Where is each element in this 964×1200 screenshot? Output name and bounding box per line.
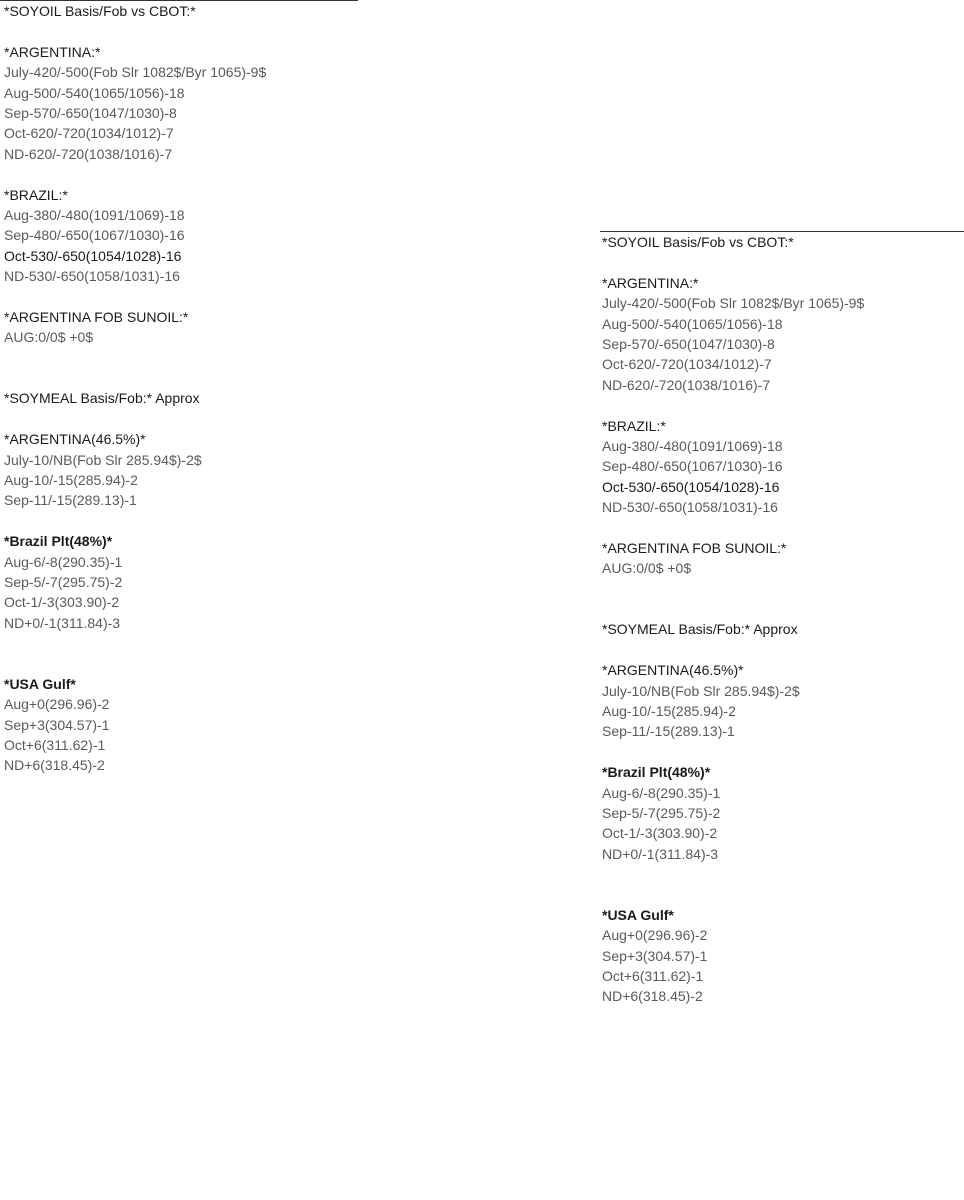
quote-line: July-420/-500(Fob Slr 1082$/Byr 1065)-9$ — [4, 64, 267, 81]
quote-line: ND+0/-1(311.84)-3 — [4, 614, 121, 631]
soymeal-title: *SOYMEAL Basis/Fob:* Approx — [4, 390, 200, 407]
quote-line: Aug-500/-540(1065/1056)-18 — [602, 315, 783, 332]
quote-line: Sep-480/-650(1067/1030)-16 — [4, 227, 185, 244]
quote-line: Aug-6/-8(290.35)-1 — [602, 784, 721, 801]
soyoil-title: *SOYOIL Basis/Fob vs CBOT:* — [4, 3, 196, 19]
soymeal-brazil-section — [4, 531, 366, 633]
quote-line: Aug-380/-480(1091/1069)-18 — [602, 437, 783, 454]
section-heading: *ARGENTINA FOB SUNOIL:* — [4, 308, 189, 325]
soymeal-argentina-section — [602, 660, 964, 742]
quote-line: July-10/NB(Fob Slr 285.94$)-2$ — [602, 682, 800, 699]
section-heading: *ARGENTINA(46.5%)* — [602, 662, 744, 679]
quote-line: Sep-5/-7(295.75)-2 — [602, 804, 721, 821]
quote-line: Aug-6/-8(290.35)-1 — [4, 553, 123, 570]
quote-line: AUG:0/0$ +0$ — [4, 329, 94, 346]
section-heading: *BRAZIL:* — [602, 417, 666, 434]
quote-line: Oct-620/-720(1034/1012)-7 — [4, 125, 174, 142]
quote-line: Oct-1/-3(303.90)-2 — [4, 594, 120, 611]
quote-line: ND+6(318.45)-2 — [602, 988, 703, 1005]
quote-line: AUG:0/0$ +0$ — [602, 560, 692, 577]
sunoil-section — [4, 307, 366, 348]
sunoil-section — [602, 538, 964, 579]
quote-line: ND-620/-720(1038/1016)-7 — [4, 145, 173, 162]
quote-line: Oct+6(311.62)-1 — [602, 968, 704, 985]
section-heading: *ARGENTINA:* — [4, 43, 101, 60]
section-heading: *Brazil Plt(48%)* — [602, 764, 711, 781]
quote-line: ND+0/-1(311.84)-3 — [602, 845, 719, 862]
quote-line: July-10/NB(Fob Slr 285.94$)-2$ — [4, 451, 202, 468]
quote-line: Sep-570/-650(1047/1030)-8 — [602, 335, 775, 352]
soyoil-brazil-section — [4, 185, 366, 287]
market-report-left — [4, 0, 366, 776]
soyoil-brazil-section — [602, 416, 964, 518]
quote-line: Oct-530/-650(1054/1028)-16 — [4, 247, 182, 264]
section-heading: *USA Gulf* — [602, 906, 674, 923]
quote-line: Sep-5/-7(295.75)-2 — [4, 573, 123, 590]
quote-line: Aug-10/-15(285.94)-2 — [4, 472, 138, 488]
quote-line: Sep-570/-650(1047/1030)-8 — [4, 104, 177, 121]
quote-line: Sep+3(304.57)-1 — [4, 716, 110, 733]
section-heading: *ARGENTINA:* — [602, 274, 699, 291]
section-heading: *ARGENTINA FOB SUNOIL:* — [602, 539, 787, 556]
section-heading: *ARGENTINA(46.5%)* — [4, 431, 146, 448]
quote-line: Oct-1/-3(303.90)-2 — [602, 825, 718, 842]
quote-line: Oct+6(311.62)-1 — [4, 737, 106, 754]
quote-line: Sep+3(304.57)-1 — [602, 947, 708, 964]
soyoil-argentina-section — [602, 273, 964, 395]
quote-line: ND-530/-650(1058/1031)-16 — [602, 499, 778, 516]
quote-line: Sep-480/-650(1067/1030)-16 — [602, 458, 783, 475]
soyoil-title: *SOYOIL Basis/Fob vs CBOT:* — [602, 234, 794, 250]
quote-line: Aug-500/-540(1065/1056)-18 — [4, 84, 185, 101]
quote-line: Aug+0(296.96)-2 — [602, 927, 708, 944]
quote-line: Sep-11/-15(289.13)-1 — [4, 492, 137, 509]
soymeal-argentina-section — [4, 429, 366, 511]
quote-line: Aug-10/-15(285.94)-2 — [602, 703, 736, 719]
section-heading: *BRAZIL:* — [4, 186, 68, 203]
quote-line: ND-620/-720(1038/1016)-7 — [602, 376, 771, 393]
quote-line: ND-530/-650(1058/1031)-16 — [4, 268, 180, 285]
usa-gulf-section — [4, 674, 366, 776]
quote-line: July-420/-500(Fob Slr 1082$/Byr 1065)-9$ — [602, 295, 865, 312]
section-heading: *Brazil Plt(48%)* — [4, 533, 113, 550]
quote-line: Oct-620/-720(1034/1012)-7 — [602, 356, 772, 373]
usa-gulf-section — [602, 905, 964, 1007]
market-report-right — [602, 231, 964, 1007]
quote-line: ND+6(318.45)-2 — [4, 757, 105, 774]
section-heading: *USA Gulf* — [4, 675, 76, 692]
quote-line: Sep-11/-15(289.13)-1 — [602, 723, 735, 740]
soymeal-title: *SOYMEAL Basis/Fob:* Approx — [602, 621, 798, 638]
quote-line: Aug-380/-480(1091/1069)-18 — [4, 206, 185, 223]
quote-line: Aug+0(296.96)-2 — [4, 696, 110, 713]
quote-line: Oct-530/-650(1054/1028)-16 — [602, 478, 780, 495]
soyoil-argentina-section — [4, 42, 366, 164]
soymeal-brazil-section — [602, 762, 964, 864]
